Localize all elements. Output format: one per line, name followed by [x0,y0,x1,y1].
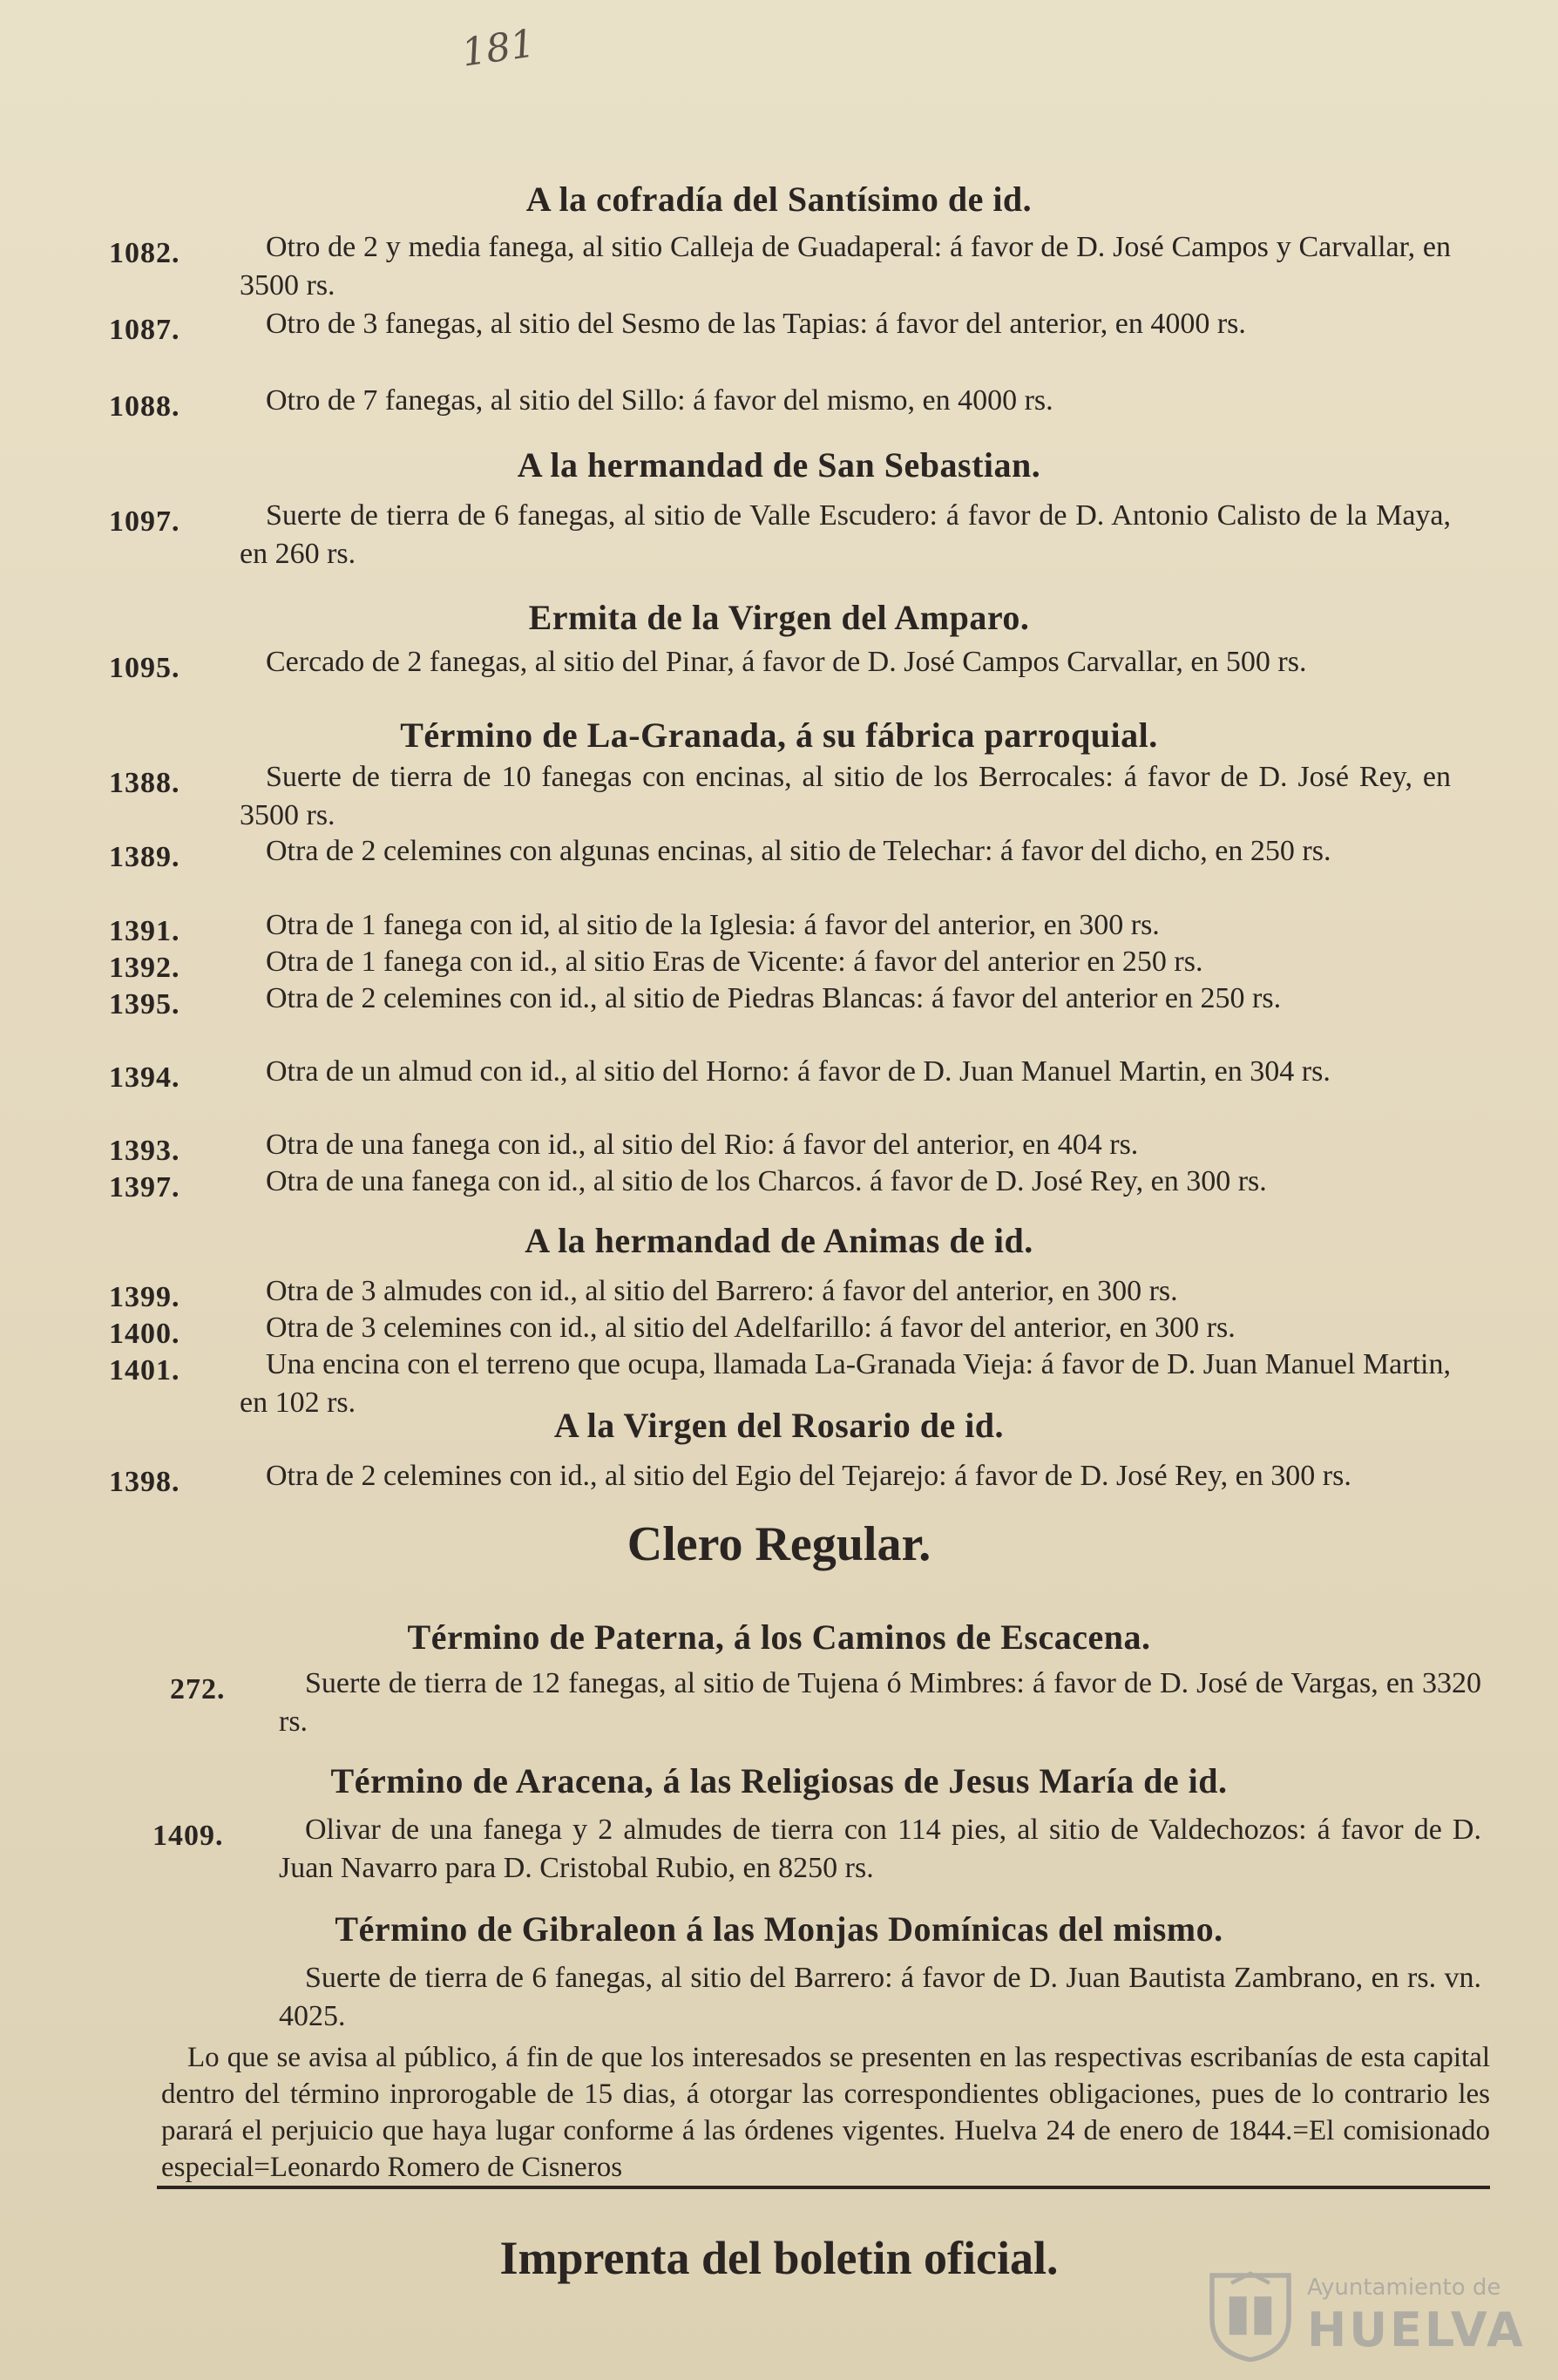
entry-text: Otra de 2 celemines con id., al sitio del Egio del Tejarejo: á favor de D. José Rey, en 300 rs. [266,1460,1351,1492]
entry-number: 1394. [109,1061,180,1094]
entry-text: Suerte de tierra de 10 fanegas con encinas, al sitio de los Berrocales: á favor de D. José Rey, en 3500 rs. [240,761,1451,831]
watermark-line-1: Ayuntamiento de [1307,2275,1501,2301]
entry-number: 1398. [109,1466,180,1498]
entry-number: 1088. [109,390,180,423]
watermark-line-2: HUELVA [1307,2302,1526,2357]
entry-number: 1087. [109,314,180,346]
entry-text: Olivar de una fanega y 2 almudes de tierra con 114 pies, al sitio de Valdechozos: á favor de D. Juan Navarro para D. Cristobal Rubio, en 8250 rs. [279,1814,1481,1884]
entry-number: 1401. [109,1354,180,1387]
entry-text: Otra de 2 celemines con algunas encinas, al sitio de Telechar: á favor del dicho, en 250 rs. [266,835,1331,867]
entry-number: 1392. [109,952,180,984]
entry-number: 272. [170,1673,226,1705]
entry-text: Suerte de tierra de 6 fanegas, al sitio del Barrero: á favor de D. Juan Bautista Zambrano, en rs. vn. 4025. [279,1962,1481,2032]
section-heading: Término de Gibraleon á las Monjas Domínicas del mismo. [335,1909,1223,1949]
section-heading: Ermita de la Virgen del Amparo. [528,598,1030,637]
folio-number: 181 [458,21,539,76]
entry-number: 1400. [109,1318,180,1350]
entry-text: Otra de una fanega con id., al sitio del Rio: á favor del anterior, en 404 rs. [266,1129,1139,1161]
divider-rule [157,2186,1490,2189]
entry-text: Otra de 2 celemines con id., al sitio de Piedras Blancas: á favor del anterior en 250 rs. [266,982,1282,1014]
notice-paragraph: Lo que se avisa al público, á fin de que los interesados se presenten en las respectivas escribanías de esta capital dentro del término inprorogable de 15 dias, á otorgar las correspondientes obligaciones, pues de lo contrario les parará el perjuicio que haya lugar conforme á las órdenes vigentes. Huelva 24 de enero de 1844.=El comisionado especial=Leonardo Romero de Cisneros [161,2042,1490,2183]
entry-number: 1397. [109,1171,180,1204]
section-heading: Término de Paterna, á los Caminos de Escacena. [407,1617,1151,1657]
entry-number: 1409. [152,1820,224,1852]
entry-text: Otra de un almud con id., al sitio del Horno: á favor de D. Juan Manuel Martin, en 304 rs. [266,1055,1331,1088]
entry-number: 1399. [109,1281,180,1313]
entry-number: 1389. [109,841,180,873]
entry-number: 1097. [109,505,180,538]
entry-text: Otra de 3 celemines con id., al sitio del Adelfarillo: á favor del anterior, en 300 rs. [266,1312,1236,1344]
entry-text: Otro de 7 fanegas, al sitio del Sillo: á favor del mismo, en 4000 rs. [266,384,1053,417]
entry-text: Cercado de 2 fanegas, al sitio del Pinar, á favor de D. José Campos Carvallar, en 500 rs. [266,646,1307,678]
shield-icon [1202,2266,1298,2362]
entry-number: 1395. [109,988,180,1020]
entry-number: 1391. [109,915,180,947]
section-heading: Término de Aracena, á las Religiosas de Jesus María de id. [330,1761,1228,1800]
entry-text: Otro de 2 y media fanega, al sitio Calleja de Guadaperal: á favor de D. José Campos y Carvallar, en 3500 rs. [240,231,1451,302]
entry-text: Otra de 3 almudes con id., al sitio del Barrero: á favor del anterior, en 300 rs. [266,1275,1178,1307]
entry-text: Otro de 3 fanegas, al sitio del Sesmo de las Tapias: á favor del anterior, en 4000 rs. [266,308,1246,340]
entry-number: 1082. [109,237,180,269]
entry-text: Suerte de tierra de 12 fanegas, al sitio de Tujena ó Mimbres: á favor de D. José de Vargas, en 3320 rs. [279,1667,1481,1738]
archive-watermark [1194,2266,1525,2362]
section-heading: Término de La-Granada, á su fábrica parroquial. [400,715,1158,755]
section-heading: A la Virgen del Rosario de id. [553,1406,1005,1445]
section-heading: A la hermandad de Animas de id. [525,1221,1033,1260]
section-heading: A la cofradía del Santísimo de id. [525,180,1033,219]
entry-text: Una encina con el terreno que ocupa, llamada La-Granada Vieja: á favor de D. Juan Manuel Martin, en 102 rs. [240,1348,1451,1419]
section-heading: A la hermandad de San Sebastian. [517,445,1041,485]
entry-text: Suerte de tierra de 6 fanegas, al sitio de Valle Escudero: á favor de D. Antonio Calisto de la Maya, en 260 rs. [240,499,1451,570]
imprint-line: Imprenta del boletin oficial. [499,2232,1059,2284]
entry-number: 1388. [109,767,180,799]
entry-number: 1095. [109,652,180,684]
main-title: Clero Regular. [627,1517,931,1571]
entry-number: 1393. [109,1135,180,1167]
entry-text: Otra de 1 fanega con id, al sitio de la Iglesia: á favor del anterior, en 300 rs. [266,909,1160,941]
entry-text: Otra de una fanega con id., al sitio de los Charcos. á favor de D. José Rey, en 300 rs. [266,1165,1267,1197]
entry-text: Otra de 1 fanega con id., al sitio Eras de Vicente: á favor del anterior en 250 rs. [266,946,1203,978]
